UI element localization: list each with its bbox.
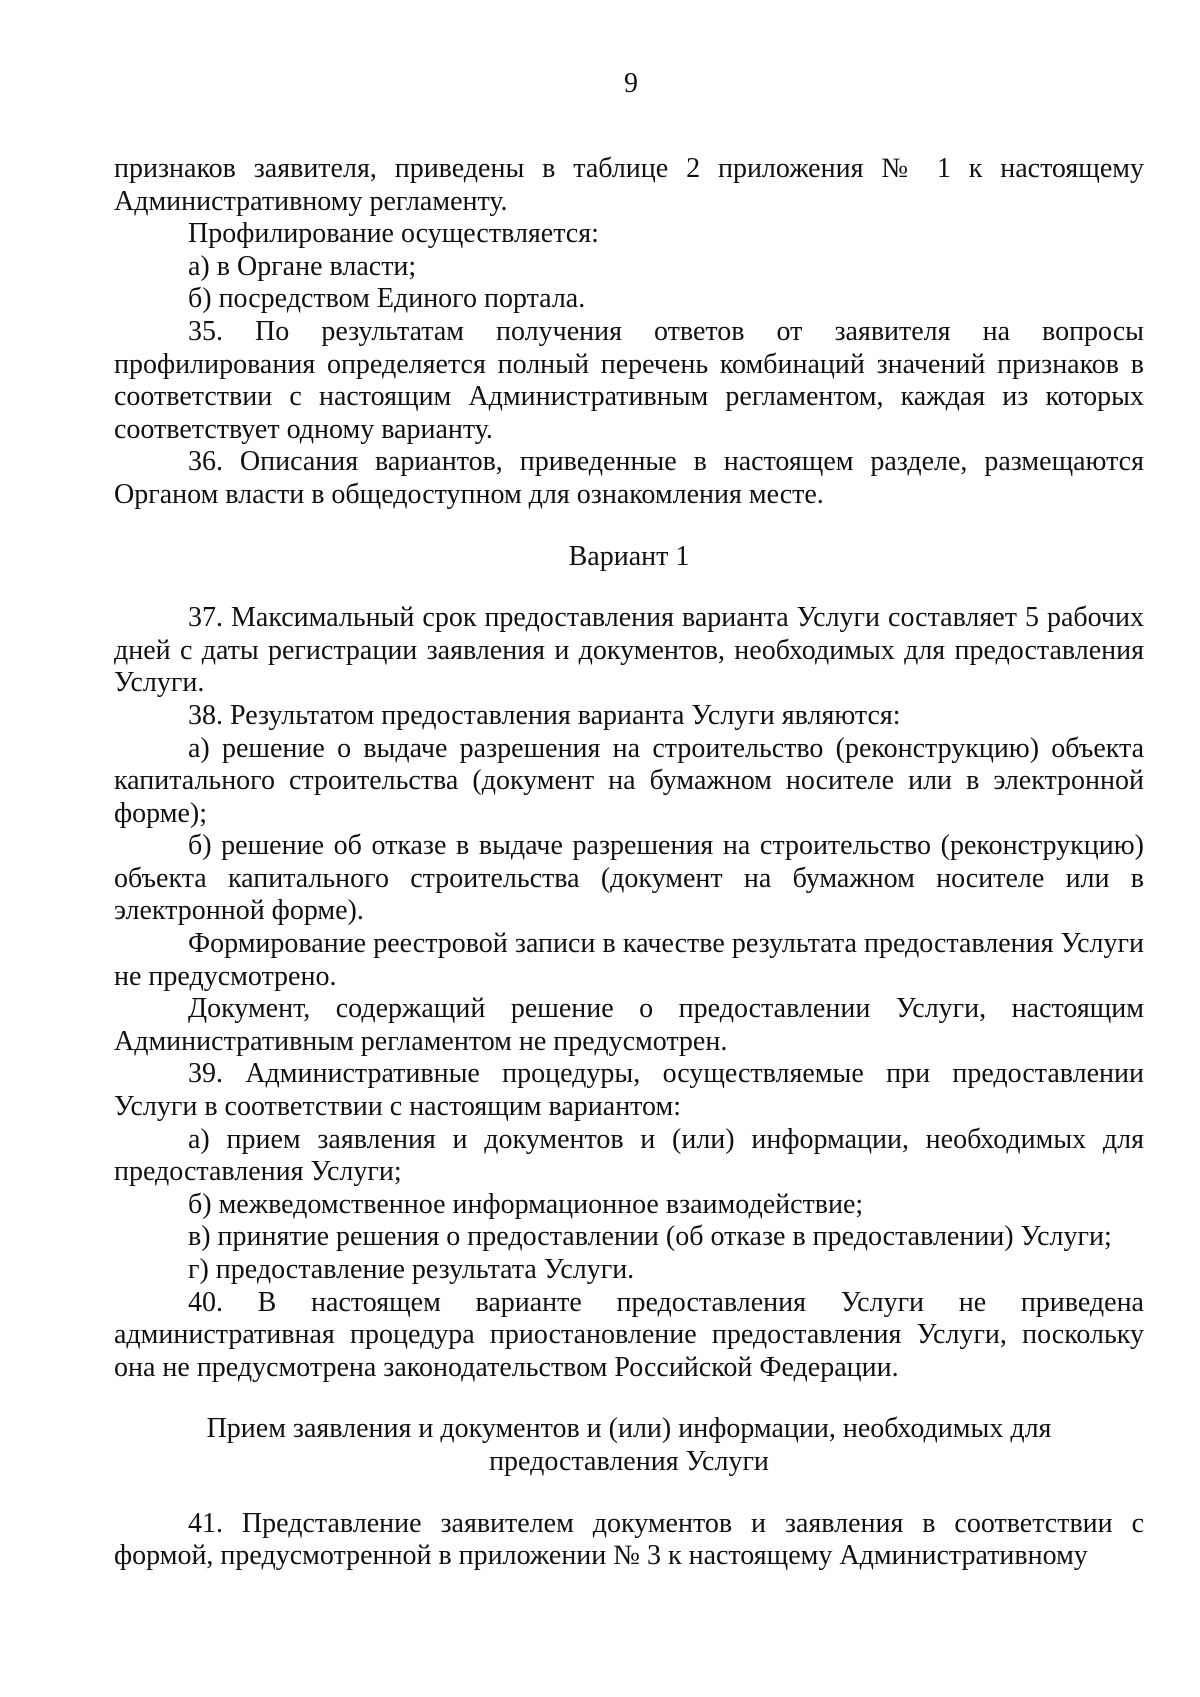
paragraph-decision-document: Документ, содержащий решение о предоставлении Услуги, настоящим Административным регламентом не предусмотрен. [114,993,1144,1057]
paragraph-continuation: признаков заявителя, приведены в таблице 2 приложения № 1 к настоящему Административному регламенту. [114,153,1144,217]
paragraph-39: 39. Административные процедуры, осуществляемые при предоставлении Услуги в соответствии с настоящим вариантом: [114,1058,1144,1123]
paragraph-39-item-b: б) межведомственное информационное взаимодействие; [188,1188,864,1220]
paragraph-41: 41. Представление заявителем документов и заявления в соответствии с формой, предусмотренной в приложении № 3 к настоящему Административному [114,1507,1144,1572]
paragraph-38-item-b: б) решение об отказе в выдаче разрешения на строительство (реконструкцию) объекта капитального строительства (документ на бумажном носителе или в электронной форме). [114,830,1144,927]
paragraph-35: 35. По результатам получения ответов от заявителя на вопросы профилирования определяется полный перечень комбинаций значений признаков в соответствии с настоящим Административным регламентом, каждая из которых соответствует одному варианту. [114,315,1144,445]
paragraph-37: 37. Максимальный срок предоставления варианта Услуги составляет 5 рабочих дней с даты регистрации заявления и документов, необходимых для предоставления Услуги. [114,602,1144,699]
paragraph-40: 40. В настоящем варианте предоставления Услуги не приведена административная процедура приостановление предоставления Услуги, поскольку она не предусмотрена законодательством Российской Федерации. [114,1286,1144,1383]
list-item-a-authority: а) в Органе власти; [188,250,417,282]
section-heading [114,1413,1144,1478]
paragraph-38-item-a: а) решение о выдаче разрешения на строительство (реконструкцию) объекта капитального строительства (документ на бумажном носителе или в электронной форме); [114,732,1144,829]
page-number: 9 [624,68,638,99]
variant-heading: Вариант 1 [568,540,690,572]
document-body [114,153,1144,1573]
paragraph-39-item-a: а) прием заявления и документов и (или) информации, необходимых для предоставления Услуги; [114,1123,1144,1188]
section-heading-line-1: Прием заявления и документов и (или) информации, необходимых для [206,1413,1052,1445]
paragraph-36: 36. Описания вариантов, приведенные в настоящем разделе, размещаются Органом власти в общедоступном для ознакомления месте. [114,446,1144,510]
paragraph-registry-record: Формирование реестровой записи в качестве результата предоставления Услуги не предусмотрено. [114,928,1144,992]
paragraph-39-item-c: в) принятие решения о предоставлении (об отказе в предоставлении) Услуги; [188,1221,1112,1253]
section-heading-line-2: предоставления Услуги [489,1445,769,1477]
paragraph-profiling-intro: Профилирование осуществляется: [188,218,599,250]
paragraph-38: 38. Результатом предоставления варианта Услуги являются: [188,699,901,731]
paragraph-39-item-d: г) предоставление результата Услуги. [188,1254,635,1285]
list-item-b-portal: б) посредством Единого портала. [188,283,586,315]
